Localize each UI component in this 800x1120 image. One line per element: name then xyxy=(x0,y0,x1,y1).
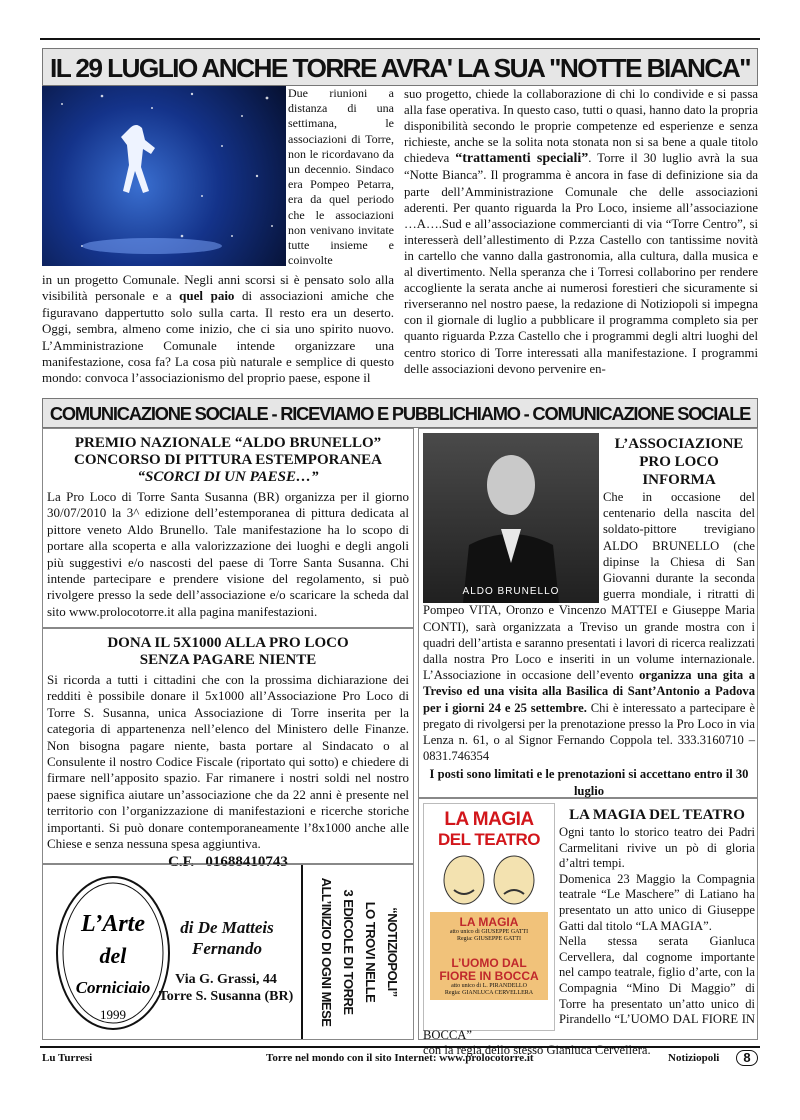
moon-saxophone-photo xyxy=(42,86,286,266)
poster-title-1: LA MAGIA xyxy=(444,809,534,830)
article-text-column-2 xyxy=(404,86,758,377)
ad-divider xyxy=(301,865,303,1039)
text-wrap-spacer xyxy=(423,825,559,1021)
poster-play-2-credits: atto unico di L. PIRANDELLO Regia: GIANLUCA CERVELLERA xyxy=(444,983,534,996)
address-line-2: Torre S. Susanna (BR) xyxy=(158,989,294,1004)
svg-text:del: del xyxy=(99,943,127,968)
corniciaio-logo xyxy=(53,873,173,1033)
premio-box xyxy=(42,428,414,628)
text-segment: Che in occasione del centenario della nascita del soldato-pittore trevigiano ALDO BRUNELLO (che dipinse la Chiesa di San Giovanni durante la seconda guerra mondiale, i ritratti di Pompeo VITA, Oronzo e Vincenzo MATTEI e Giuseppe Maria CONTI), sarà organizzata a Treviso un grande mostra con i quadri dell’artista e saranno presentati i lavori di ricerca realizzati dalla nostra Pro Loco e inseriti in un volume internazionale. L’Associazione in occasione dell’evento xyxy=(423,490,755,683)
proloco-closing: I posti sono limitati e le prenotazioni si accettano entro il 30 luglio xyxy=(429,767,749,798)
headline-banner: IL 29 LUGLIO ANCHE TORRE AVRA' LA SUA "NOTTE BIANCA" xyxy=(42,48,758,86)
owner-line-1: di De Matteis xyxy=(180,918,274,937)
section-banner: COMUNICAZIONE SOCIALE - RICEVIAMO E PUBBLICHIAMO - COMUNICAZIONE SOCIALE xyxy=(42,398,758,428)
top-rule xyxy=(40,38,760,40)
teatro-body xyxy=(423,825,755,1059)
footer-right: Notiziopoli xyxy=(668,1052,720,1064)
vertical-line-3: 3 EDICOLE DI TORRE xyxy=(341,889,356,1015)
photo-caption: ALDO BRUNELLO xyxy=(462,586,560,597)
teatro-title: LA MAGIA DEL TEATRO xyxy=(569,807,745,823)
svg-text:Corniciaio: Corniciaio xyxy=(75,978,151,997)
text-segment: Chi è interessato a partecipare è pregato di rivolgersi per la prenotazione presso la Pro Loco in via Lenza n. 61, o al Signor Fernando Coppola tel. 333.3160710 – 0831.746354 xyxy=(423,700,756,764)
footer-center: Torre nel mondo con il sito Internet: www.prolocotorre.it xyxy=(266,1052,534,1064)
text-segment: suo progetto, chiede la collaborazione di chi lo condivide e si passa alla fase operativa. In questo caso, tutti o quasi, hanno dato la propria disponibilità secondo le proprie competenze ed esperienze e senza richieste, anche se la solita nota stonata non si sa bene a quale titolo chiedeva xyxy=(404,87,758,166)
poster-title-2: DEL TEATRO xyxy=(437,830,541,849)
proloco-body xyxy=(423,489,755,799)
text-bold: quel paio xyxy=(179,288,235,304)
vertical-line-2: LO TROVI NELLE xyxy=(363,901,378,1003)
dona-title-2: SENZA PAGARE NIENTE xyxy=(139,652,317,668)
proloco-title-2: PRO LOCO xyxy=(639,454,719,470)
text-bold: organizza una gita a Treviso ed una visita alla Basilica di Sant’Antonio a Padova per i giorni 24 e 25 settembre. xyxy=(423,668,756,715)
text-bold: “trattamenti speciali” xyxy=(455,151,589,167)
teatro-para-2: Domenica 23 Maggio la Compagnia teatrale “Le Maschere” di Latiano ha presentato un atto unico di Giuseppe Gatti dal titolo “LA MAGIA”. xyxy=(559,871,755,933)
moon-illustration xyxy=(42,86,286,266)
ad-address xyxy=(151,971,301,1005)
article-text-below-photo xyxy=(42,272,394,387)
text-bold: manifestazioni xyxy=(237,603,315,619)
premio-title-2: CONCORSO DI PITTURA ESTEMPORANEA xyxy=(74,452,382,468)
text-wrap-spacer xyxy=(423,489,603,601)
corniciaio-ad xyxy=(42,864,414,1040)
proloco-box xyxy=(418,428,758,798)
vertical-line-1: “NOTIZIOPOLI” xyxy=(385,907,400,997)
svg-text:L’Arte: L’Arte xyxy=(81,911,145,937)
address-line-1: Via G. Grassi, 44 xyxy=(175,972,277,987)
page-footer xyxy=(40,1046,760,1066)
poster-play-1-credits: atto unico di GIUSEPPE GATTI Regia: GIUSEPPE GATTI xyxy=(449,929,529,942)
premio-title-3: “SCORCI DI UN PAESE…” xyxy=(137,469,319,485)
text-segment: di associazioni amiche che figuravano dappertutto solo sulla carta. Il resto era un deserto. Oggi, sembra, almeno come inizio, che ci sia uno spirito nuovo. L’Amministrazione Comunale intende organizzare una manifestazione, cosa fa? La cosa più naturale e semplice di questo mondo: convoca l’associazionismo del proprio paese, espone il xyxy=(42,288,394,386)
dona-box xyxy=(42,628,414,871)
notiziopoli-vertical-notice xyxy=(305,865,413,1039)
dona-body: Si ricorda a tutti i cittadini che con la prossima dichiarazione dei redditi è possibile donare il 5x1000 all’Associazione Pro Loco di Torre S. Susanna, unica Associazione di Torre inserita per la categoria di appartenenza nell’elenco del Ministero delle Finanze. Non bisogna pagare niente, basta portare al Sindacato o al Consulente il nostro Codice Fiscale (riportato qui sotto) e chiedere di firmare nell’apposito spazio. Far rimanere i nostri soldi nel nostro paese significa aiutare un’associazione che da 22 anni è presente nel territorio con l’organizzazione di manifestazioni e ricerche storiche importanti. Si può donare contemporaneamente l’8x1000 anche alle Chiese e senza nessuna spesa aggiuntiva. xyxy=(47,672,409,852)
poster-play-2: L’UOMO DAL FIORE IN BOCCA xyxy=(439,956,539,983)
text-segment: . Torre il 30 luglio avrà la sua “Notte Bianca”. Il programma è ancora in fase di definizione sia da parte dell’Amministrazione Comunale che delle associazioni aderenti. Per quanto riguarda la Pro Loco, insieme all’associazione …A….Sud e all’associazione commercianti di via “Torre Centro”, si interesserà dell’allestimento di P.zza Castello con tantissime novità in cartello che vanno dalla gastronomia, alla cultura, dalla musica e al divertimento. Nella speranza che i Torresi collaborino per rendere accogliente la serata anche ai numerosi forestieri che sicuramente si riverseranno nel nostro paese, la redazione di Notiziopoli si impegna con il giornale di luglio a pubblicare il programma completo sia per quanto riguarda P.zza Castello che i programmi degli altri luoghi del centro storico di Torre interessati alla manifestazione. I programmi delle associazioni devono pervenire en- xyxy=(404,151,758,376)
proloco-heading xyxy=(603,435,755,489)
text-segment: . xyxy=(314,603,318,619)
teatro-para-1: Ogni tanto lo storico teatro dei Padri Carmelitani rivive un pò di gloria d’altri tempi. xyxy=(559,825,755,871)
svg-text:1999: 1999 xyxy=(100,1007,126,1022)
teatro-para-3: Nella stessa serata Gianluca Cervellera, dal cognome importante nel campo teatrale, figlio d’arte, con la Compagnia “Mino Di Maggio” di Torre ha presentato un’atto unico di Pirandello “L’UOMO DAL FIORE IN BOCCA” xyxy=(423,934,755,1042)
proloco-title-1: L’ASSOCIAZIONE xyxy=(614,436,744,452)
poster-play-1: LA MAGIA xyxy=(459,915,519,929)
notte-bianca-article xyxy=(42,86,758,396)
text-segment: La Pro Loco di Torre Santa Susanna (BR) organizza per il giorno 30/07/2010 la 3^ edizione dell’estemporanea di pittura dedicata al pittore veneto Aldo Brunello. Tale manifestazione ha lo scopo di portare alla scoperta e alla valorizzazione dei luoghi e degli angoli più suggestivi e/o nascosti del paese di Torre Santa Susanna. Chi intende partecipare e prendere visione del regolamento, si può rivolgere presso la sede dell’associazione e/o scaricare la scheda dal sito www.prolocotorre.it alla pagina xyxy=(47,489,409,619)
owner-line-2: Fernando xyxy=(192,939,262,958)
proloco-title-3: INFORMA xyxy=(642,472,716,488)
article-text-beside-photo: Due riunioni a distanza di una settimana, le associazioni di Torre, non le ricordavano da un decennio. Sindaco era Pompeo Petarra, era da quel periodo che le associazioni non venivano invitate tutte insieme e coinvolte xyxy=(288,86,394,268)
dona-title-1: DONA IL 5X1000 ALLA PRO LOCO xyxy=(107,635,349,651)
owner-name xyxy=(167,917,287,959)
text-segment: in un progetto Comunale. Negli anni scorsi si è pensato solo alla visibilità personale e a xyxy=(42,272,394,304)
codice-fiscale: C.F. 01688410743 xyxy=(168,854,288,871)
footer-left: Lu Turresi xyxy=(42,1052,93,1064)
premio-body xyxy=(47,489,409,620)
premio-title-1: PREMIO NAZIONALE “ALDO BRUNELLO” xyxy=(74,435,382,451)
vertical-line-4: ALL’INIZIO DI OGNI MESE xyxy=(319,877,334,1027)
teatro-para-4: con la regia dello stesso Gianluca Cervellera. xyxy=(423,1043,651,1058)
page-number: 8 xyxy=(736,1050,758,1066)
